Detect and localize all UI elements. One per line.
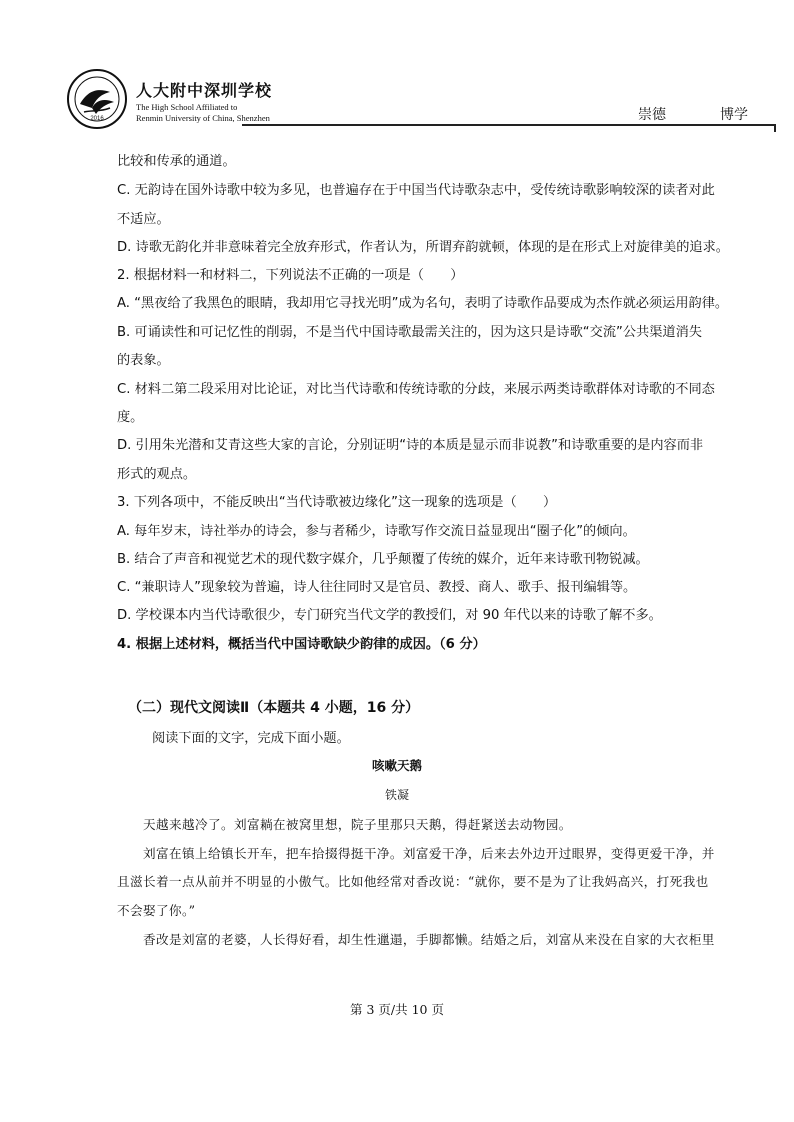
- option-c: C. 无韵诗在国外诗歌中较为多见，也普遍存在于中国当代诗歌杂志中，受传统诗歌影响较深的读者对此: [117, 183, 715, 198]
- page-header: [62, 64, 776, 128]
- story-title: 咳嗽天鹅: [371, 758, 422, 773]
- school-logo: [66, 68, 128, 130]
- school-name-en: [136, 102, 270, 124]
- story-line: 不会娶了你。”: [117, 903, 196, 918]
- question-3: 3. 下列各项中，不能反映出“当代诗歌被边缘化”这一现象的选项是（ ）: [117, 495, 557, 510]
- text-line: 形式的观点。: [117, 467, 197, 482]
- motto-2: 博学: [720, 107, 748, 123]
- header-divider-tick: [774, 124, 776, 132]
- school-name-en-line1: The High School Affiliated to: [136, 102, 238, 112]
- option-b: B. 可诵读性和可记忆性的削弱，不是当代中国诗歌最需关注的，因为这只是诗歌“交流”公共渠道消失: [117, 325, 702, 340]
- option-d: D. 诗歌无韵化并非意味着完全放弃形式，作者认为，所谓弃韵就顿，体现的是在形式上对旋律美的追求。: [117, 240, 729, 255]
- question-4: 4. 根据上述材料，概括当代中国诗歌缺少韵律的成因。（6 分）: [117, 637, 486, 652]
- section-title: （二）现代文阅读Ⅱ（本题共 4 小题，16 分）: [128, 700, 420, 716]
- text-line: 比较和传承的通道。: [117, 154, 236, 169]
- story-paragraph: 香改是刘富的老婆，人长得好看，却生性邋遢，手脚都懒。结婚之后，刘富从来没在自家的大衣柜里: [143, 932, 715, 947]
- story-line: 且滋长着一点从前并不明显的小傲气。比如他经常对香改说：“就你，要不是为了让我妈高兴，打死我也: [117, 874, 709, 889]
- option-c: C. “兼职诗人”现象较为普遍，诗人往往同时又是官员、教授、商人、歌手、报刊编辑等。: [117, 580, 637, 595]
- story-author: 铁凝: [384, 788, 409, 802]
- logo-year: 2016: [90, 116, 104, 122]
- story-paragraph: 刘富在镇上给镇长开车，把车拾掇得挺干净。刘富爱干净，后来去外边开过眼界，变得更爱干净，并: [143, 846, 715, 861]
- option-d: D. 引用朱光潜和艾青这些大家的言论，分别证明“诗的本质是显示而非说教”和诗歌重要的是内容而非: [117, 438, 704, 453]
- school-name-en-line2: Renmin University of China, Shenzhen: [136, 113, 270, 123]
- text-line: 不适应。: [117, 212, 170, 227]
- page-number: 第 3 页/共 10 页: [350, 1002, 444, 1017]
- option-a: A. “黑夜给了我黑色的眼睛，我却用它寻找光明”成为名句，表明了诗歌作品要成为杰作就必须运用韵律。: [117, 296, 729, 311]
- option-a: A. 每年岁末，诗社举办的诗会，参与者稀少，诗歌写作交流日益显现出“圈子化”的倾向。: [117, 524, 636, 539]
- option-c: C. 材料二第二段采用对比论证，对比当代诗歌和传统诗歌的分歧，来展示两类诗歌群体对诗歌的不同态: [117, 382, 715, 397]
- text-line: 度。: [117, 410, 144, 425]
- motto-1: 崇德: [638, 107, 666, 123]
- header-divider: [242, 124, 776, 126]
- story-paragraph: 天越来越冷了。刘富耥在被窝里想，院子里那只天鹅，得赶紧送去动物园。: [143, 817, 572, 832]
- question-2: 2. 根据材料一和材料二，下列说法不正确的一项是（ ）: [117, 268, 464, 283]
- option-d: D. 学校课本内当代诗歌很少，专门研究当代文学的教授们，对 90 年代以来的诗歌了解不多。: [117, 608, 662, 623]
- instruction: 阅读下面的文字，完成下面小题。: [152, 731, 350, 746]
- school-name-cn: 人大附中深圳学校: [136, 81, 273, 100]
- text-line: 的表象。: [117, 353, 170, 368]
- option-b: B. 结合了声音和视觉艺术的现代数字媒介，几乎颠覆了传统的媒介，近年来诗歌刊物锐减。: [117, 552, 649, 567]
